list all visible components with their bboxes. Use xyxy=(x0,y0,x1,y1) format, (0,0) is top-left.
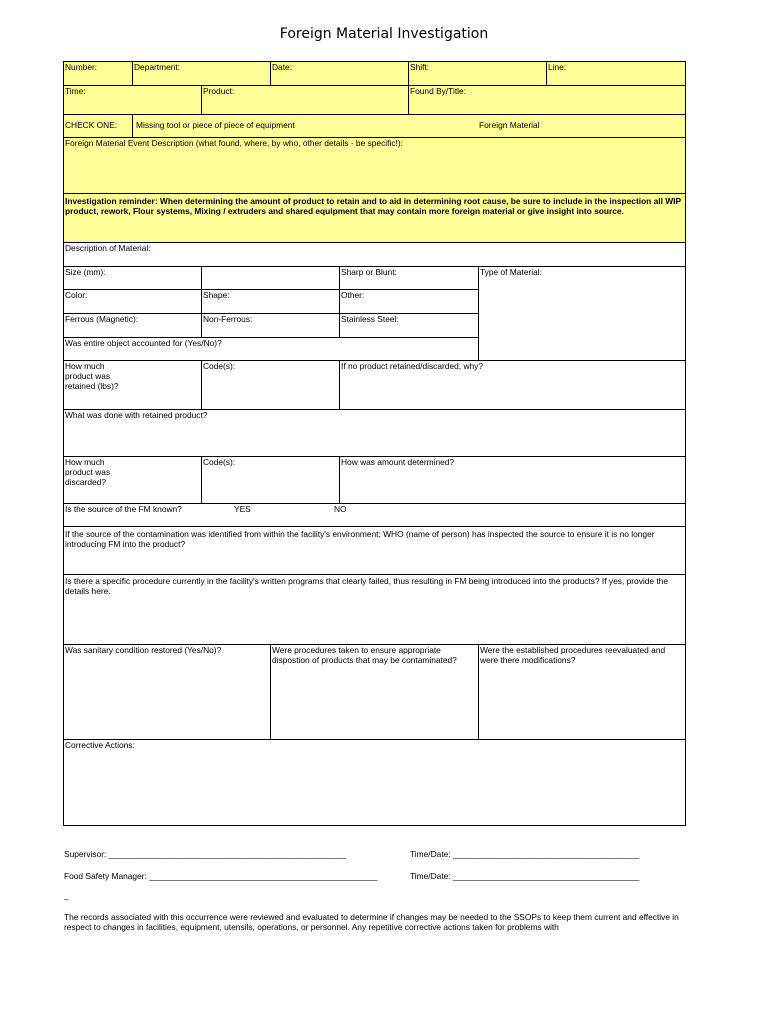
amount-determined-label: How was amount determined? xyxy=(341,457,455,467)
size-field[interactable] xyxy=(63,266,202,290)
form-title: Foreign Material Investigation xyxy=(279,26,489,42)
source-known-row xyxy=(63,503,686,527)
no-retained-why-field[interactable] xyxy=(339,360,686,410)
check-one-label: CHECK ONE: xyxy=(65,120,118,130)
discarded-qty-label: How much product was discarded? xyxy=(65,457,111,487)
sharp-blunt-field[interactable] xyxy=(339,266,479,290)
size-label: Size (mm): xyxy=(65,267,106,277)
material-description-field[interactable] xyxy=(63,242,686,267)
department-field[interactable] xyxy=(132,61,271,86)
line-label: Line: xyxy=(548,62,567,72)
corrective-actions-field[interactable] xyxy=(63,739,686,826)
found-by-field[interactable] xyxy=(408,85,686,115)
reminder-text: Investigation reminder: When determining the amount of product to retain and to aid in determining root cause, be sure to include in the inspection all WIP product, rework, Flour systems, Mixing / extruders and shared equipment that may contain more foreign material or give insight into source. xyxy=(65,196,681,216)
source-known-label: Is the source of the FM known? xyxy=(65,504,182,514)
retained-done-label: What was done with retained product? xyxy=(65,410,208,420)
shift-label: Shift: xyxy=(410,62,430,72)
product-field[interactable] xyxy=(201,85,409,115)
codes-label-1: Code(s): xyxy=(203,361,236,371)
investigation-reminder xyxy=(63,193,686,243)
check-one-options xyxy=(132,114,686,138)
retained-qty-label: How much product was retained (lbs)? xyxy=(65,361,119,391)
failed-procedure-label: Is there a specific procedure currently in the facility's written programs that clearly failed, thus resulting in FM being introduced into the products? If yes, provide the details here. xyxy=(65,576,669,596)
other-label: Other: xyxy=(341,290,365,300)
records-footnote: The records associated with this occurrence were reviewed and evaluated to determine if changes may be needed to the SSOPs to keep them current and effective in respect to changes in facilities, equipment, utensils, operations, or personnel. Any repetitive corrective actions taken for problems with xyxy=(64,912,679,932)
other-field[interactable] xyxy=(339,289,479,314)
date-label: Date: xyxy=(272,62,293,72)
corrective-actions-label: Corrective Actions: xyxy=(65,740,135,750)
shape-label: Shape: xyxy=(203,290,230,300)
supervisor-time-date-line[interactable]: Time/Date: ________________________________________ xyxy=(410,849,640,859)
shape-field[interactable] xyxy=(201,289,340,314)
reevaluated-label: Were the established procedures reevaluated and were there modifications? xyxy=(480,645,666,665)
color-label: Color: xyxy=(65,290,88,300)
fsm-signature-line[interactable]: Food Safety Manager: _________________________________________________ xyxy=(64,871,378,881)
retained-done-field[interactable] xyxy=(63,409,686,457)
line-field[interactable] xyxy=(546,61,686,86)
disposition-field[interactable] xyxy=(270,644,479,740)
number-field[interactable] xyxy=(63,61,133,86)
found-by-label: Found By/Title: xyxy=(410,86,467,96)
option-foreign-material[interactable]: Foreign Material xyxy=(479,120,540,130)
sharp-blunt-label: Sharp or Blunt: xyxy=(341,267,397,277)
shift-field[interactable] xyxy=(408,61,547,86)
codes-field-1[interactable] xyxy=(201,360,340,410)
disposition-label: Were procedures taken to ensure appropriate dispostion of products that may be contaminated? xyxy=(272,645,457,665)
source-known-no[interactable]: NO xyxy=(334,504,347,514)
time-label: Time: xyxy=(65,86,86,96)
material-description-label: Description of Material: xyxy=(65,243,151,253)
ferrous-field[interactable] xyxy=(63,313,202,338)
sanitary-restored-label: Was sanitary condition restored (Yes/No)? xyxy=(65,645,222,655)
codes-field-2[interactable] xyxy=(201,456,340,504)
event-description-field[interactable] xyxy=(63,137,686,194)
number-label: Number: xyxy=(65,62,98,72)
stainless-steel-field[interactable] xyxy=(339,313,479,338)
type-of-material-field[interactable] xyxy=(478,266,686,361)
dash-mark: – xyxy=(64,894,69,904)
check-one-cell xyxy=(63,114,133,138)
color-field[interactable] xyxy=(63,289,202,314)
source-inspected-label: If the source of the contamination was identified from within the facility's environment; WHO (name of person) has inspected the source to ensure it is no longer introducing FM into the product? xyxy=(65,529,655,549)
stainless-steel-label: Stainless Steel: xyxy=(341,314,399,324)
supervisor-signature-line[interactable]: Supervisor: ___________________________________________________ xyxy=(64,849,347,859)
non-ferrous-label: Non-Ferrous: xyxy=(203,314,253,324)
object-accounted-field[interactable] xyxy=(63,337,479,361)
codes-label-2: Code(s): xyxy=(203,457,236,467)
ferrous-label: Ferrous (Magnetic): xyxy=(65,314,139,324)
no-retained-why-label: If no product retained/discarded, why? xyxy=(341,361,483,371)
date-field[interactable] xyxy=(270,61,409,86)
discarded-qty-field[interactable] xyxy=(63,456,202,504)
product-label: Product: xyxy=(203,86,235,96)
non-ferrous-field[interactable] xyxy=(201,313,340,338)
failed-procedure-field[interactable] xyxy=(63,574,686,645)
size-value-field[interactable] xyxy=(201,266,340,290)
event-description-label: Foreign Material Event Description (what found, where, by who, other details - be specific!): xyxy=(65,138,403,148)
object-accounted-label: Was entire object accounted for (Yes/No)? xyxy=(65,338,222,348)
department-label: Department: xyxy=(134,62,181,72)
retained-qty-field[interactable] xyxy=(63,360,202,410)
option-missing-tool[interactable]: Missing tool or piece of piece of equipment xyxy=(136,120,295,130)
source-inspected-field[interactable] xyxy=(63,526,686,575)
type-of-material-label: Type of Material: xyxy=(480,267,542,277)
source-known-yes[interactable]: YES xyxy=(234,504,251,514)
time-field[interactable] xyxy=(63,85,202,115)
fsm-time-date-line[interactable]: Time/Date: ________________________________________ xyxy=(410,871,640,881)
amount-determined-field[interactable] xyxy=(339,456,686,504)
reevaluated-field[interactable] xyxy=(478,644,686,740)
sanitary-restored-field[interactable] xyxy=(63,644,271,740)
